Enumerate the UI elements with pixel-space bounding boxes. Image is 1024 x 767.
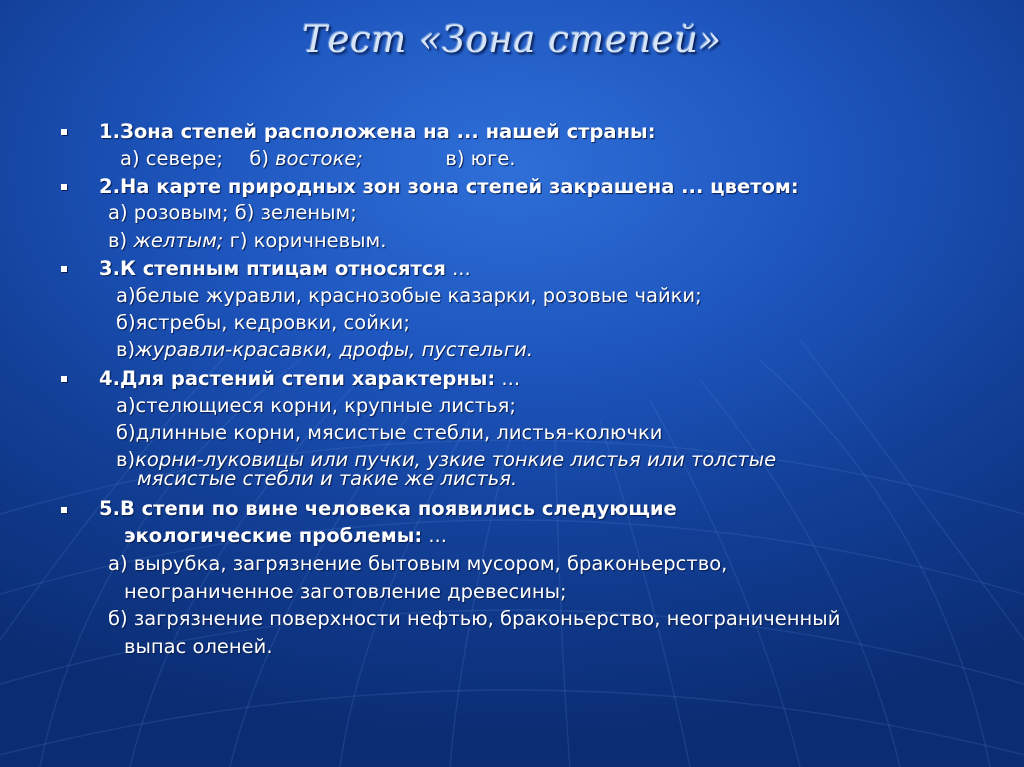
option-c-text: желтым; <box>133 229 224 252</box>
question-5-option-a: а) вырубка, загрязнение бытовым мусором, браконьерство, <box>108 552 728 575</box>
option-c-label: в) <box>116 338 136 361</box>
option-d: г) коричневым. <box>229 229 387 252</box>
question-3-option-c <box>116 338 533 362</box>
question-5-option-b: б) загрязнение поверхности нефтью, браконьерство, неограниченный <box>108 607 841 630</box>
question-5-cont <box>124 524 447 548</box>
question-5-option-a-cont: неограниченное заготовление древесины; <box>124 580 567 603</box>
question-1-options <box>120 147 516 171</box>
question-2-options-row1 <box>108 201 357 225</box>
bullet-icon <box>61 184 67 190</box>
question-3 <box>99 257 471 281</box>
option-a: а) севере; <box>120 147 223 170</box>
option-c-label: в) <box>116 448 136 471</box>
question-5-option-b-cont: выпас оленей. <box>124 635 273 658</box>
question-3-option-a: а)белые журавли, краснозобые казарки, розовые чайки; <box>116 284 702 307</box>
option-b: б) <box>249 147 269 170</box>
question-4-option-a: а)стелющиеся корни, крупные листья; <box>116 394 516 417</box>
option-c-text: журавли-красавки, дрофы, пустельги. <box>135 338 534 361</box>
bullet-icon <box>61 507 67 513</box>
question-2-options-row2 <box>108 229 386 253</box>
bullet-icon <box>61 266 67 272</box>
question-4-text: 4.Для растений степи характерны: <box>99 367 496 390</box>
option-b-text: востоке; <box>275 147 363 170</box>
question-4-ellipsis: ... <box>495 367 521 390</box>
option-b: б) зеленым; <box>234 201 357 224</box>
question-3-option-b: б)ястребы, кедровки, сойки; <box>116 311 410 334</box>
option-c: в) <box>108 229 128 252</box>
option-c-text: корни-луковицы или пучки, узкие тонкие листья или толстые <box>135 448 777 471</box>
question-4-option-c-cont: мясистые стебли и такие же листья. <box>137 467 518 490</box>
question-1: 1.Зона степей расположена на ... нашей страны: <box>99 120 656 143</box>
question-5-ellipsis: ... <box>422 524 447 547</box>
option-c: в) юге. <box>445 147 516 170</box>
question-3-text: 3.К степным птицам относятся <box>99 257 446 280</box>
bullet-icon <box>61 129 67 135</box>
option-a: а) розовым; <box>108 201 229 224</box>
question-2: 2.На карте природных зон зона степей закрашена ... цветом: <box>99 175 799 198</box>
page-title: Тест «Зона степей» <box>302 18 722 61</box>
question-3-ellipsis: ... <box>445 257 471 280</box>
question-4-option-b: б)длинные корни, мясистые стебли, листья-колючки <box>116 421 663 444</box>
bullet-icon <box>61 376 67 382</box>
question-5-text-cont: экологические проблемы: <box>124 524 423 547</box>
question-5: 5.В степи по вине человека появились следующие <box>99 497 677 520</box>
question-4 <box>99 367 520 391</box>
